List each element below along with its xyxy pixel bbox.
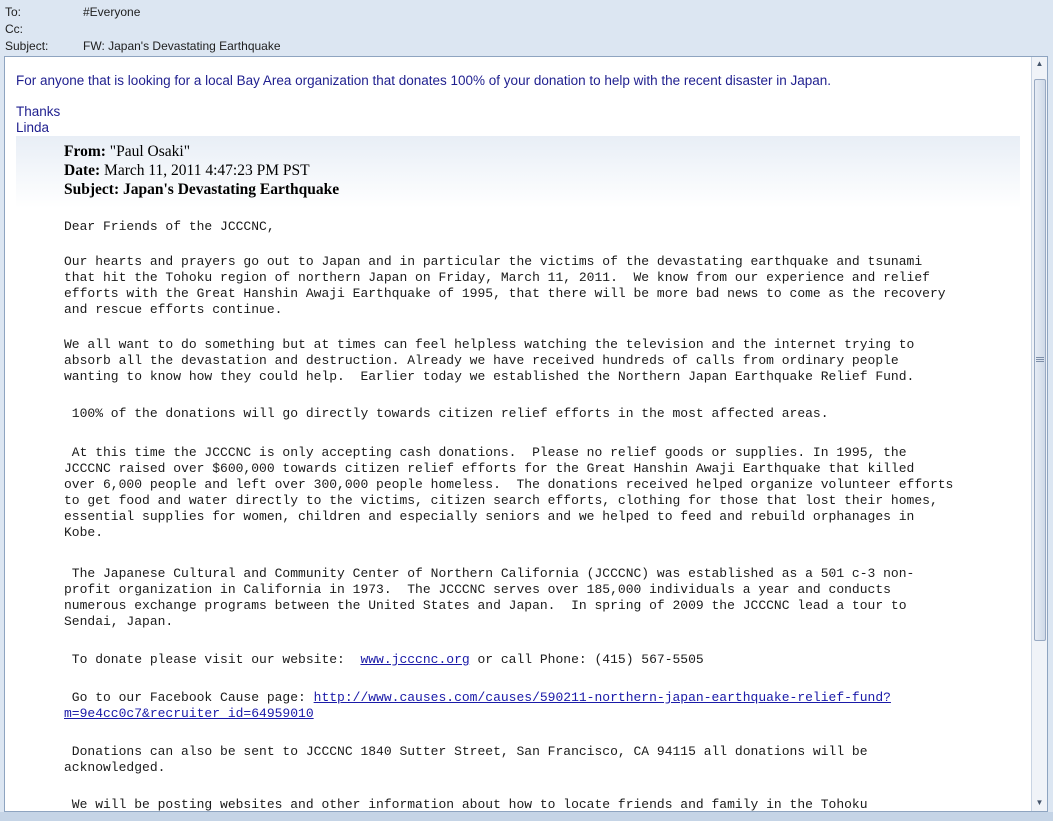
scroll-thumb[interactable] (1034, 79, 1046, 641)
donate-line (64, 652, 704, 668)
mail-line-2: acknowledged. (64, 760, 166, 775)
facebook-link[interactable]: http://www.causes.com/causes/590211-northern-japan-earthquake-relief-fund? (313, 690, 891, 705)
p2-line: wanting to know how they could help. Earlier today we established the Northern Japan Earthquake Relief Fund. (64, 369, 915, 384)
mail-line (64, 744, 868, 776)
fwd-subject (64, 181, 339, 199)
to-value[interactable]: #Everyone (83, 5, 141, 19)
fwd-subject-label: Subject: (64, 181, 120, 198)
greeting: Dear Friends of the JCCCNC, (64, 219, 275, 234)
donate-prefix: To donate please visit our website: (64, 652, 361, 667)
p5-line: The Japanese Cultural and Community Center of Northern California (JCCCNC) was established as a 501 c-3 non- (64, 566, 915, 581)
p5-line: Sendai, Japan. (64, 614, 174, 629)
fwd-date-value: March 11, 2011 4:47:23 PM PST (104, 162, 310, 179)
scroll-up-icon[interactable]: ▲ (1035, 59, 1044, 68)
p5-line: numerous exchange programs between the United States and Japan. In spring of 2009 the JCCCNC lead a tour to (64, 598, 907, 613)
grip-line (1036, 357, 1044, 358)
paragraph-1 (64, 254, 946, 318)
fwd-from-label: From: (64, 143, 106, 160)
facebook-link-cont[interactable]: m=9e4cc0c7&recruiter_id=64959010 (64, 706, 314, 721)
cc-label: Cc: (5, 22, 23, 36)
p4-line: JCCCNC raised over $600,000 towards citizen relief efforts for the Great Hanshin Awaji Earthquake that killed (64, 461, 915, 476)
fwd-from-value: "Paul Osaki" (109, 143, 191, 160)
vertical-scrollbar[interactable] (1031, 57, 1047, 811)
p4-line: to get food and water directly to the victims, citizen search efforts, clothing for those that lost their homes, (64, 493, 938, 508)
scroll-down-icon[interactable]: ▼ (1035, 798, 1044, 807)
paragraph-2 (64, 337, 914, 385)
fwd-date-label: Date: (64, 162, 101, 179)
fwd-date (64, 162, 310, 180)
p2-line: absorb all the devastation and destruction. Already we have received hundreds of calls from ordinary people (64, 353, 899, 368)
website-link[interactable]: www.jcccnc.org (360, 652, 470, 667)
p1-line: and rescue efforts continue. (64, 302, 283, 317)
subject-label: Subject: (5, 39, 49, 53)
fb-prefix: Go to our Facebook Cause page: (64, 690, 314, 705)
message-header (0, 0, 1053, 56)
p1-line: efforts with the Great Hanshin Awaji Earthquake of 1995, that there will be more bad news to come as the recovery (64, 286, 946, 301)
paragraph-3: 100% of the donations will go directly towards citizen relief efforts in the most affected areas. (64, 406, 829, 421)
forwarded-header (16, 136, 1020, 208)
window-bottom-edge (0, 812, 1053, 821)
grip-line (1036, 359, 1044, 360)
fwd-from (64, 143, 190, 161)
p4-line: At this time the JCCCNC is only accepting cash donations. Please no relief goods or supplies. In 1995, the (64, 445, 907, 460)
paragraph-5 (64, 566, 914, 630)
intro-thanks: Thanks (16, 104, 61, 119)
p4-line: essential supplies for women, children and especially seniors and we helped to feed and rebuild orphanages in (64, 509, 915, 524)
p2-line: We all want to do something but at times can feel helpless watching the television and the internet trying to (64, 337, 915, 352)
intro-line: For anyone that is looking for a local Bay Area organization that donates 100% of your donation to help with the recent disaster in Japan. (16, 73, 832, 88)
to-label: To: (5, 5, 22, 19)
message-body[interactable] (4, 56, 1048, 812)
p4-line: over 6,000 people and left over 300,000 people homeless. The donations received helped organize volunteer efforts (64, 477, 954, 492)
donate-suffix: or call Phone: (415) 567-5505 (469, 652, 704, 667)
p4-line: Kobe. (64, 525, 104, 540)
fwd-subject-value: Japan's Devastating Earthquake (122, 181, 340, 198)
mail-line-1: Donations can also be sent to JCCCNC 1840 Sutter Street, San Francisco, CA 94115 all donations will be (64, 744, 868, 759)
subject-value[interactable]: FW: Japan's Devastating Earthquake (83, 39, 281, 53)
paragraph-4 (64, 445, 953, 541)
grip-line (1036, 361, 1044, 362)
p1-line: that hit the Tohoku region of northern Japan on Friday, March 11, 2011. We know from our experience and relief (64, 270, 930, 285)
p1-line: Our hearts and prayers go out to Japan and in particular the victims of the devastating earthquake and tsunami (64, 254, 923, 269)
intro-signature: Linda (16, 120, 50, 135)
partial-line: We will be posting websites and other information about how to locate friends and family in the Tohoku (64, 797, 868, 812)
facebook-line (64, 690, 891, 722)
p5-line: profit organization in California in 1973. The JCCCNC serves over 185,000 individuals a year and conducts (64, 582, 891, 597)
